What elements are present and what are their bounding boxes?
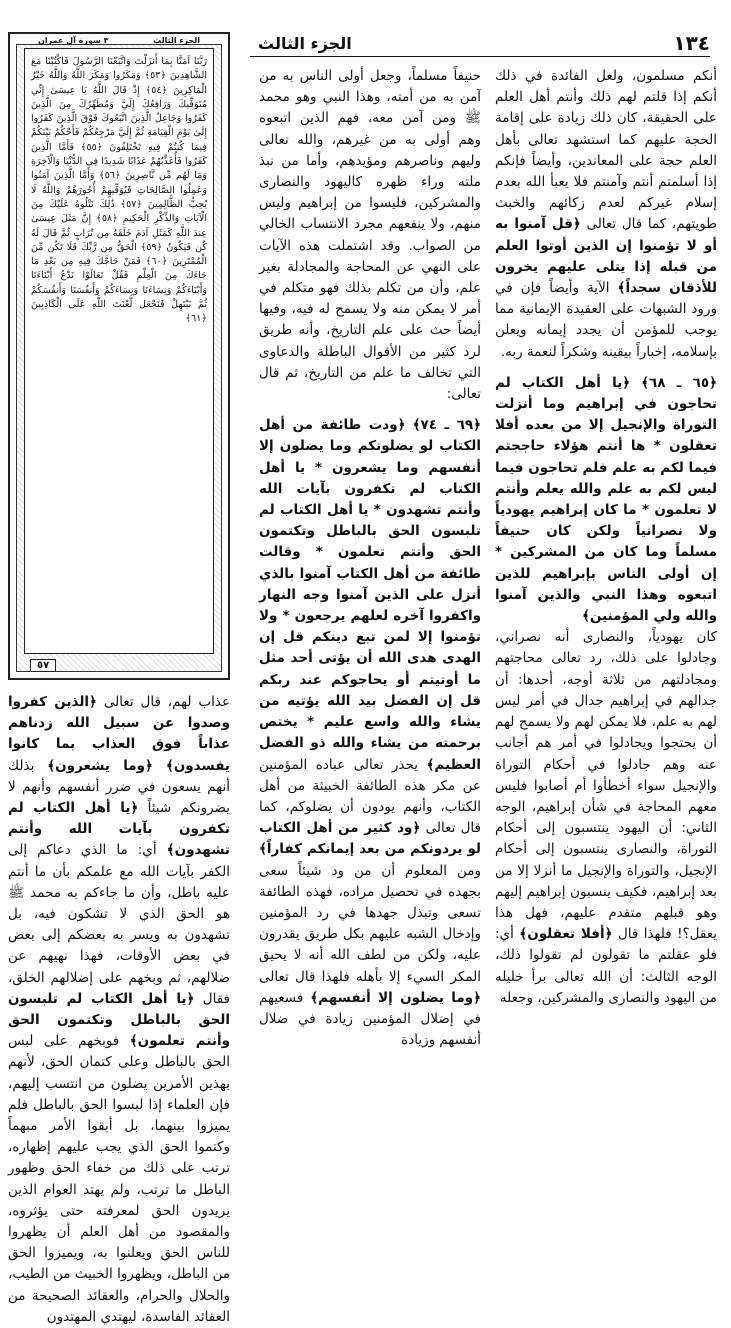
body-text: كان يهودياً، والنصارى أنه نصراني، وجادلوا على ذلك، رد تعالى محاجتهم ومجادلتهم من ثلاثة أوجه، أحدها: أن جدالهم في إبراهيم جدال في أمر ليس لهم به علم، فلا يمكن لهم ولا يسمح لهم أن يحتجوا ويجادلوا في أمر هم أجانب عنه وهم جادلوا في أحكام التوراة والإنجيل سواء أخطأوا أم أصابوا فليس معهم المحاجة في شأن إبراهيم، الوجه الثاني: أن اليهود ينتسبون إلى أحكام التوراة، والنصارى ينتسبون إلى أحكام الإنجيل، والتوراة والإنجيل ما أنزلا إلا من بعد إبراهيم، فكيف ينسبون إبراهيم إليهم وهو قبلهم متقدم عليهم، فهل هذا يعقل؟! فلهذا قال <box>495 629 717 943</box>
quran-quote: ﴿وما يضلون إلا أنفسهم﴾ <box>310 989 482 1006</box>
body-text: بذلك أنهم يسعون في ضرر أنفسهم وأنهم لا يضرونكم شيئاً <box>8 757 231 817</box>
paragraph <box>8 692 230 1328</box>
quran-quote: ﴿الذين كفروا وصدوا عن سبيل الله زدناهم عذاباً فوق العذاب بما كانوا يفسدون﴾ <box>8 694 230 774</box>
quran-quote: ﴿وما يشعرون﴾ <box>47 757 153 774</box>
quran-quote: ﴿يا أهل الكتاب لم تحاجون في إبراهيم وما أنزلت التوراة والإنجيل إلا من بعده أفلا تعقلون * ها أنتم هؤلاء حاججتم فيما لكم به علم فلم تحاجون فيما ليس لكم به علم والله يعلم وأنتم لا تعلمون * ما كان إبراهيم يهودياً ولا نصرانياً ولكن كان حنيفاً مسلماً وما كان من المشركين * إن أولى الناس بإبراهيم للذين اتبعوه وهذا النبي والذين آمنوا والله ولي المؤمنين﴾ <box>495 374 717 625</box>
body-text: حنيفاً مسلماً، وجعل أولى الناس به من آمن به من أمته، وهذا النبي وهو محمد ﷺ ومن آمن معه، فهم الذين اتبعوه وهم أولى به من غيرهم، والله تعالى وليهم وناصرهم ومؤيدهم، وأما من نبذ ملته وراء ظهره كاليهود والنصارى والمشركين، فليسوا من إبراهيم وليس منهم، ولا ينفعهم مجرد الانتساب الخالي من الصواب. وقد اشتملت هذه الآيات على النهي عن المحاجة والمجادلة بغير علم، وأن من تكلم بذلك فهو متكلم في أمر لا يمكن منه ولا يسمح له فيه، وفيها أيضاً حث على علم التاريخ، وأنه طريق لرد كثير من الأقوال الباطلة والدعاوى التي تخالف ما علم من التاريخ، ثم قال تعالى: <box>259 68 481 403</box>
quran-quote: ﴿أفلا تعقلون﴾ <box>519 926 613 943</box>
quran-quote: ﴿يا أهل الكتاب لم تلبسون الحق بالباطل وتكتمون الحق وأنتم تعلمون﴾ <box>8 990 230 1050</box>
body-text: أي: ما الذي دعاكم إلى الكفر بآيات الله مع علمكم بأن ما أنتم عليه باطل، وأن ما جاءكم به محمد ﷺ هو الحق الذي لا تشكون فيه، بل تشهدون به ويسر به بعضكم إلى بعض في بعض الأوقات، فهذا نهيهم عن ضلالهم، ثم وبخهم على إضلالهم الخلق، فقال <box>8 842 230 1007</box>
body-text: يحذر تعالى عباده المؤمنين عن مكر هذه الطائفة الخبيثة من أهل الكتاب، وأنهم يودون أن يضلوكم، كما قال تعالى <box>259 756 481 837</box>
paragraph <box>495 373 717 627</box>
page-header <box>250 30 710 57</box>
body-text: أنكم مسلمون، ولعل الفائدة في ذلك أنكم إذا قلتم لهم ذلك وأنتم أهل العلم على الحقيقة، كان ذلك زيادة على إقامة الحجة عليهم كما استشهد تعالى بأهل العلم حجة على المعاندين، وأيضاً فإنكم إذا أسلمتم أنتم وآمنتم فلا يعبأ الله بعدم إسلام غيركم لعدم زكائهم والخبث طويتهم، كما قال تعالى <box>495 68 717 233</box>
mushaf-page-number: ٥٧ <box>30 659 56 672</box>
part-title: الجزء الثالث <box>258 33 352 53</box>
column-right <box>495 66 717 1098</box>
mushaf-header <box>38 36 200 48</box>
mushaf-header-surah: ٣ سورة آل عمران <box>38 36 109 45</box>
body-text: الآية وأيضاً فإن في ورود الشبهات على العقيدة الإيمانية مما يوجب للمؤمن أن يجدد إيمانه ويعلن بإسلامه، إخباراً بيقينه وشكراً لنعمة ربه. <box>495 280 717 360</box>
mushaf-text-frame <box>24 48 214 654</box>
paragraph <box>259 66 481 405</box>
body-text: ومن المعلوم أن من ود شيئاً سعى بجهده في تحصيل مراده، فهذه الطائفة تسعى وتبذل جهدها في رد المؤمنين وإدخال الشبه عليهم بكل طريق يقدرون عليه، ولكن من لطف الله أنه لا يحيق المكر السيء إلا بأهله فلهذا قال تعالى <box>259 862 481 985</box>
page-number: ١٣٤ <box>673 31 710 55</box>
body-text: أي: فلو عقلتم ما تقولون لم تقولوا ذلك، الوجه الثالث: أن الله تعالى برأ خليله من اليهود والنصارى والمشركين، وجعله <box>495 926 717 1006</box>
paragraph <box>495 66 717 363</box>
verse-reference: ﴿٦٩ ـ ٧٤﴾ <box>412 417 482 434</box>
mushaf-verses: رَبَّنَا آمَنَّا بِمَا أَنزَلْتَ وَاتَّبَعْنَا الرَّسُولَ فَاكْتُبْنَا مَعَ الشَّاهِدِينَ ﴿٥٣﴾ وَمَكَرُوا وَمَكَرَ اللَّهُ وَاللَّهُ خَيْرُ الْمَاكِرِينَ ﴿٥٤﴾ إِذْ قَالَ اللَّهُ يَا عِيسَىٰ إِنِّي مُتَوَفِّيكَ وَرَافِعُكَ إِلَيَّ وَمُطَهِّرُكَ مِنَ الَّذِينَ كَفَرُوا وَجَاعِلُ الَّذِينَ اتَّبَعُوكَ فَوْقَ الَّذِينَ كَفَرُوا إِلَىٰ يَوْمِ الْقِيَامَةِ ثُمَّ إِلَيَّ مَرْجِعُكُمْ فَأَحْكُمُ بَيْنَكُمْ فِيمَا كُنتُمْ فِيهِ تَخْتَلِفُونَ ﴿٥٥﴾ فَأَمَّا الَّذِينَ كَفَرُوا فَأُعَذِّبُهُمْ عَذَابًا شَدِيدًا فِي الدُّنْيَا وَالْآخِرَةِ وَمَا لَهُم مِّن نَّاصِرِينَ ﴿٥٦﴾ وَأَمَّا الَّذِينَ آمَنُوا وَعَمِلُوا الصَّالِحَاتِ فَيُوَفِّيهِمْ أُجُورَهُمْ وَاللَّهُ لَا يُحِبُّ الظَّالِمِينَ ﴿٥٧﴾ ذَٰلِكَ نَتْلُوهُ عَلَيْكَ مِنَ الْآيَاتِ وَالذِّكْرِ الْحَكِيمِ ﴿٥٨﴾ إِنَّ مَثَلَ عِيسَىٰ عِندَ اللَّهِ كَمَثَلِ آدَمَ خَلَقَهُ مِن تُرَابٍ ثُمَّ قَالَ لَهُ كُن فَيَكُونُ ﴿٥٩﴾ الْحَقُّ مِن رَّبِّكَ فَلَا تَكُن مِّنَ الْمُمْتَرِينَ ﴿٦٠﴾ فَمَنْ حَاجَّكَ فِيهِ مِن بَعْدِ مَا جَاءَكَ مِنَ الْعِلْمِ فَقُلْ تَعَالَوْا نَدْعُ أَبْنَاءَنَا وَأَبْنَاءَكُمْ وَنِسَاءَنَا وَنِسَاءَكُمْ وَأَنفُسَنَا وَأَنفُسَكُمْ ثُمَّ نَبْتَهِلْ فَنَجْعَل لَّعْنَتَ اللَّهِ عَلَى الْكَاذِبِينَ ﴿٦١﴾ <box>31 56 208 325</box>
mushaf-inset <box>8 32 230 680</box>
column-left <box>8 692 231 1325</box>
quran-quote: ﴿ودت طائفة من أهل الكتاب لو يضلونكم وما يضلون إلا أنفسهم وما يشعرون * يا أهل الكتاب لم تكفرون بآيات الله وأنتم تشهدون * يا أهل الكتاب لم تلبسون الحق بالباطل وتكتمون الحق وأنتم تعلمون * وقالت طائفة من أهل الكتاب آمنوا بالذي أنزل على الذين آمنوا وجه النهار واكفروا آخره لعلهم يرجعون * ولا تؤمنوا إلا لمن تبع دينكم قل إن الهدى هدى الله أن يؤتى أحد مثل ما أوتيتم أو يحاجوكم عند ربكم قل إن الفضل بيد الله يؤتيه من يشاء والله واسع عليم * يختص برحمته من يشاء والله ذو الفضل العظيم﴾ <box>259 417 481 773</box>
body-text: عذاب لهم، قال تعالى <box>103 694 231 710</box>
paragraph <box>495 627 717 1009</box>
quran-quote: ﴿ود كثير من أهل الكتاب لو يردونكم من بعد إيمانكم كفاراً﴾ <box>259 820 481 858</box>
column-middle <box>259 66 481 1098</box>
quran-quote: ﴿يا أهل الكتاب لم تكفرون بآيات الله وأنتم تشهدون﴾ <box>8 800 230 859</box>
paragraph <box>259 415 481 1051</box>
body-text: فسعيهم في إضلال المؤمنين زيادة في ضلال أنفسهم وزيادة <box>259 989 481 1049</box>
quran-quote: ﴿قل آمنوا به أو لا تؤمنوا إن الذين أوتوا العلم من قبله إذا يتلى عليهم يخرون للأذقان سجداً﴾ <box>495 216 717 297</box>
body-text: فوبخهم على لبس الحق بالباطل وعلى كتمان الحق، لأنهم بهذين الأمرين يضلون من انتسب إليهم، فإن العلماء إذا لبسوا الحق بالباطل فلم يميزوا بينهما، بل أبقوا الأمر مبهماً وكتموا الحق الذي يجب عليهم إظهاره، ترتب على ذلك من خفاء الحق وظهور الباطل ما ترتب، ولم يهتد العوام الذين يريدون الحق لمعرفته حتى يؤثروه، والمقصود من أهل العلم أن يظهروا للناس الحق ويعلنوا به، ويميزوا الحق من الباطل، ويظهروا الخبيث من الطيب، والحلال والحرام، والعقائد الصحيحة من العقائد الفاسدة، ليهتدي المهتدون <box>8 1033 230 1325</box>
verse-reference: ﴿٦٥ ـ ٦٨﴾ <box>641 374 717 391</box>
mushaf-header-part: الجزء الثالث <box>153 36 200 45</box>
